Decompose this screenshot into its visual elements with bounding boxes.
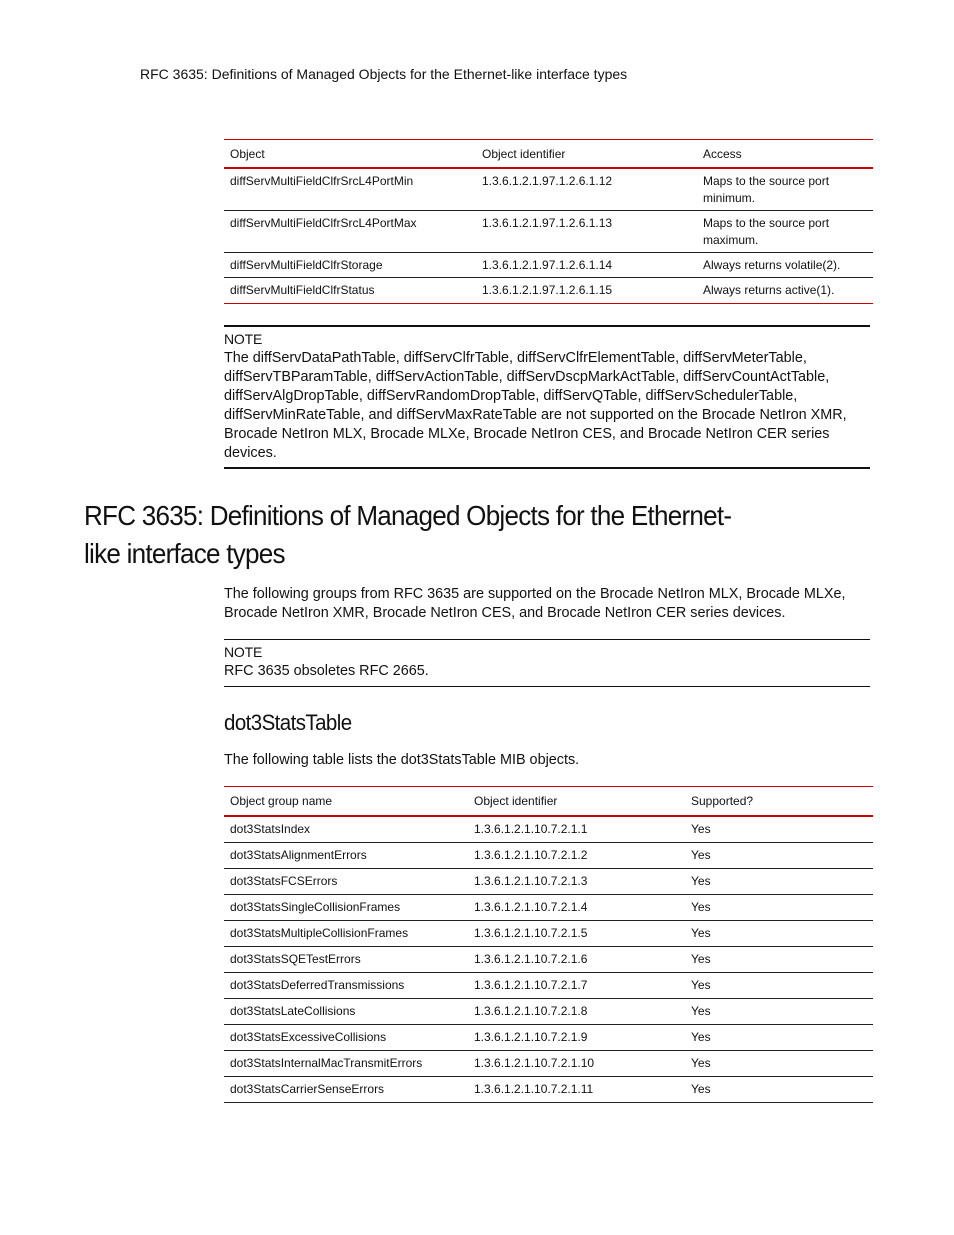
table-row (224, 999, 873, 1025)
supported-cell: Yes (685, 1051, 873, 1077)
table-row (224, 168, 873, 210)
subsection-intro: The following table lists the dot3StatsTable MIB objects. (224, 752, 580, 768)
object-identifier-cell: 1.3.6.1.2.1.10.7.2.1.7 (468, 973, 685, 999)
object-identifier-cell: 1.3.6.1.2.1.10.7.2.1.8 (468, 999, 685, 1025)
table-row (224, 1051, 873, 1077)
table-row (224, 843, 873, 869)
object-identifier-cell: 1.3.6.1.2.1.10.7.2.1.6 (468, 947, 685, 973)
dot3-stats-table (224, 786, 873, 1103)
access-cell: Maps to the source port minimum. (697, 168, 873, 210)
object-identifier-cell: 1.3.6.1.2.1.10.7.2.1.4 (468, 895, 685, 921)
object-group-name-cell: dot3StatsMultipleCollisionFrames (224, 921, 468, 947)
table-row (224, 1077, 873, 1103)
supported-cell: Yes (685, 1077, 873, 1103)
table-row (224, 973, 873, 999)
object-group-name-cell: dot3StatsAlignmentErrors (224, 843, 468, 869)
note-text: RFC 3635 obsoletes RFC 2665. (224, 663, 429, 679)
object-identifier-cell: 1.3.6.1.2.1.10.7.2.1.11 (468, 1077, 685, 1103)
table-row (224, 869, 873, 895)
object-identifier-cell: 1.3.6.1.2.1.10.7.2.1.2 (468, 843, 685, 869)
object-group-name-cell: dot3StatsLateCollisions (224, 999, 468, 1025)
running-header: RFC 3635: Definitions of Managed Objects for the Ethernet-like interface types (140, 66, 628, 82)
object-cell: diffServMultiFieldClfrSrcL4PortMin (224, 168, 476, 210)
object-cell: diffServMultiFieldClfrSrcL4PortMax (224, 210, 476, 252)
section-intro: The following groups from RFC 3635 are supported on the Brocade NetIron MLX, Brocade MLXe, Brocade NetIron XMR, Brocade NetIron CES, and Brocade NetIron CER series devices. (224, 586, 846, 621)
note-label: NOTE (224, 331, 263, 347)
column-header-object: Object (224, 140, 476, 169)
access-cell: Always returns active(1). (697, 277, 873, 303)
access-cell: Maps to the source port maximum. (697, 210, 873, 252)
supported-cell: Yes (685, 869, 873, 895)
column-header-supported: Supported? (685, 787, 873, 817)
column-header-access: Access (697, 140, 873, 169)
table-row (224, 816, 873, 843)
object-group-name-cell: dot3StatsInternalMacTransmitErrors (224, 1051, 468, 1077)
supported-cell: Yes (685, 1025, 873, 1051)
note-text: The diffServDataPathTable, diffServClfrTable, diffServClfrElementTable, diffServMeterTable, diffServTBParamTable, diffServActionTable, diffServDscpMarkActTable, diffServCountActTable, diffServAlgDropTable, diffServRandomDropTable, diffServQTable, diffServSchedulerTable, diffServMinRateTable, and diffServMaxRateTable are not supported on the Brocade NetIron XMR, Brocade NetIron MLX, Brocade MLXe, Brocade NetIron CES, and Brocade NetIron CER series devices. (224, 350, 847, 461)
object-cell: diffServMultiFieldClfrStatus (224, 277, 476, 303)
table-row (224, 1025, 873, 1051)
supported-cell: Yes (685, 947, 873, 973)
object-identifier-cell: 1.3.6.1.2.1.97.1.2.6.1.12 (476, 168, 697, 210)
object-group-name-cell: dot3StatsIndex (224, 816, 468, 843)
table-header-row (224, 140, 873, 169)
table-header-row (224, 787, 873, 817)
object-identifier-cell: 1.3.6.1.2.1.10.7.2.1.1 (468, 816, 685, 843)
column-header-object-identifier: Object identifier (476, 140, 697, 169)
object-group-name-cell: dot3StatsCarrierSenseErrors (224, 1077, 468, 1103)
table-row (224, 277, 873, 303)
object-identifier-cell: 1.3.6.1.2.1.97.1.2.6.1.13 (476, 210, 697, 252)
object-group-name-cell: dot3StatsDeferredTransmissions (224, 973, 468, 999)
access-cell: Always returns volatile(2). (697, 252, 873, 277)
table-row (224, 921, 873, 947)
table-row (224, 252, 873, 277)
supported-cell: Yes (685, 816, 873, 843)
column-header-object-identifier: Object identifier (468, 787, 685, 817)
table-row (224, 210, 873, 252)
supported-cell: Yes (685, 999, 873, 1025)
note-box (224, 639, 870, 687)
object-identifier-cell: 1.3.6.1.2.1.97.1.2.6.1.14 (476, 252, 697, 277)
supported-cell: Yes (685, 921, 873, 947)
table-row (224, 947, 873, 973)
supported-cell: Yes (685, 973, 873, 999)
supported-cell: Yes (685, 843, 873, 869)
supported-cell: Yes (685, 895, 873, 921)
object-identifier-cell: 1.3.6.1.2.1.10.7.2.1.5 (468, 921, 685, 947)
object-identifier-cell: 1.3.6.1.2.1.10.7.2.1.3 (468, 869, 685, 895)
object-group-name-cell: dot3StatsSQETestErrors (224, 947, 468, 973)
object-cell: diffServMultiFieldClfrStorage (224, 252, 476, 277)
object-identifier-cell: 1.3.6.1.2.1.10.7.2.1.10 (468, 1051, 685, 1077)
object-group-name-cell: dot3StatsFCSErrors (224, 869, 468, 895)
table-row (224, 895, 873, 921)
note-box (224, 325, 870, 469)
note-label: NOTE (224, 644, 263, 660)
object-group-name-cell: dot3StatsSingleCollisionFrames (224, 895, 468, 921)
section-title: RFC 3635: Definitions of Managed Objects for the Ethernet-like interface types (84, 500, 732, 569)
object-identifier-cell: 1.3.6.1.2.1.10.7.2.1.9 (468, 1025, 685, 1051)
diffserv-multifield-table (224, 139, 873, 304)
object-identifier-cell: 1.3.6.1.2.1.97.1.2.6.1.15 (476, 277, 697, 303)
column-header-object-group-name: Object group name (224, 787, 468, 817)
object-group-name-cell: dot3StatsExcessiveCollisions (224, 1025, 468, 1051)
subsection-title: dot3StatsTable (224, 710, 352, 735)
